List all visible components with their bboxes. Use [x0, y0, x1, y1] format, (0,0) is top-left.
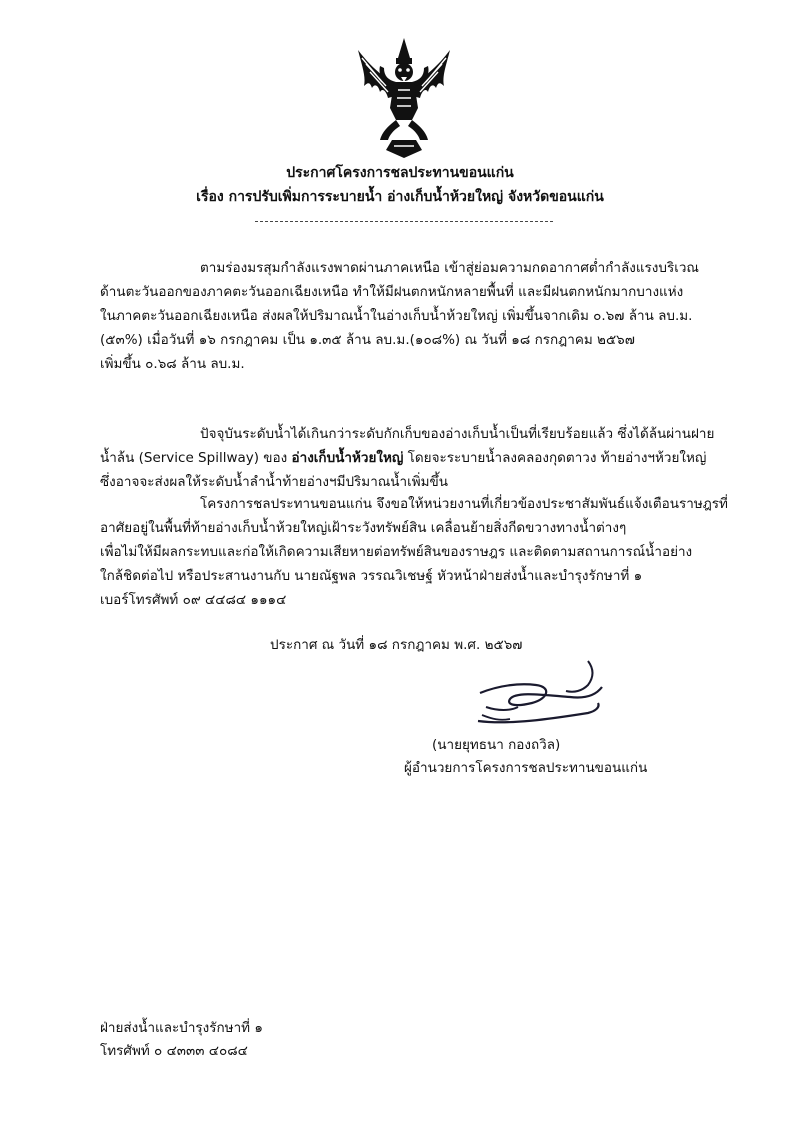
reservoir-name-emphasis: อ่างเก็บน้ำห้วยใหญ่ — [291, 450, 404, 466]
garuda-emblem-icon — [352, 36, 456, 160]
paragraph-line: เพิ่มขึ้น ๐.๖๘ ล้าน ลบ.ม. — [100, 356, 245, 372]
paragraph-line: เพื่อไม่ให้มีผลกระทบและก่อให้เกิดความเสียหายต่อทรัพย์สินของราษฎร และติดตามสถานการณ์น้ำอย่าง — [100, 544, 693, 560]
paragraph-line: (๕๓%) เมื่อวันที่ ๑๖ กรกฎาคม เป็น ๑.๓๕ ล้าน ลบ.ม.(๑๐๘%) ณ วันที่ ๑๘ กรกฎาคม ๒๕๖๗ — [100, 332, 635, 348]
signer-name: (นายยุทธนา กองถวิล) — [432, 737, 561, 753]
footer-phone: โทรศัพท์ ๐ ๔๓๓๓ ๔๐๘๔ — [100, 1043, 248, 1059]
paragraph-line: ซึ่งอาจจะส่งผลให้ระดับน้ำลำน้ำท้ายอ่างฯมีปริมาณน้ำเพิ่มขึ้น — [100, 474, 448, 490]
document-title: ประกาศโครงการชลประทานขอนแก่น — [286, 165, 514, 181]
paragraph-line: อาศัยอยู่ในพื้นที่ท้ายอ่างเก็บน้ำห้วยใหญ่เฝ้าระวังทรัพย์สิน เคลื่อนย้ายสิ่งกีดขวางทางน้ำต่างๆ — [100, 520, 627, 536]
paragraph-line: ใกล้ชิดต่อไป หรือประสานงานกับ นายณัฐพล วรรณวิเชษฐ์ หัวหน้าฝ่ายส่งน้ำและบำรุงรักษาที่ ๑ — [100, 568, 643, 584]
title-divider — [255, 221, 553, 222]
paragraph-line: ปัจจุบันระดับน้ำได้เกินกว่าระดับกักเก็บของอ่างเก็บน้ำเป็นที่เรียบร้อยแล้ว ซึ่งได้ล้นผ่านฝาย — [200, 426, 715, 442]
body-paragraph-3 — [100, 492, 740, 612]
announcement-date: ประกาศ ณ วันที่ ๑๘ กรกฎาคม พ.ศ. ๒๕๖๗ — [270, 637, 523, 653]
paragraph-text: โดยจะระบายน้ำลงคลองกุดตาวง ท้ายอ่างฯห้วยใหญ่ — [403, 450, 707, 466]
paragraph-line — [100, 446, 740, 470]
document-subject: เรื่อง การปรับเพิ่มการระบายน้ำ อ่างเก็บน้ำห้วยใหญ่ จังหวัดขอนแก่น — [196, 189, 604, 205]
paragraph-line: ด้านตะวันออกของภาคตะวันออกเฉียงเหนือ ทำให้มีฝนตกหนักหลายพื้นที่ และมีฝนตกหนักมากบางแห่ง — [100, 284, 684, 300]
footer-department: ฝ่ายส่งน้ำและบำรุงรักษาที่ ๑ — [100, 1020, 263, 1036]
handwritten-signature — [470, 655, 610, 735]
body-paragraph-2 — [100, 422, 740, 494]
paragraph-line: โครงการชลประทานขอนแก่น จึงขอให้หน่วยงานที่เกี่ยวข้องประชาสัมพันธ์แจ้งเตือนราษฎรที่ — [200, 496, 728, 512]
paragraph-line: เบอร์โทรศัพท์ ๐๙ ๔๔๘๔ ๑๑๑๔ — [100, 592, 287, 608]
body-paragraph-1 — [100, 256, 740, 376]
paragraph-text: น้ำล้น (Service Spillway) ของ — [100, 450, 292, 466]
paragraph-line: ในภาคตะวันออกเฉียงเหนือ ส่งผลให้ปริมาณน้ำในอ่างเก็บน้ำห้วยใหญ่ เพิ่มขึ้นจากเดิม ๐.๖๗ ล้าน ลบ.ม. — [100, 308, 693, 324]
paragraph-line: ตามร่องมรสุมกำลังแรงพาดผ่านภาคเหนือ เข้าสู่ย่อมความกดอากาศต่ำกำลังแรงบริเวณ — [200, 260, 699, 276]
signer-position: ผู้อำนวยการโครงการชลประทานขอนแก่น — [404, 760, 648, 776]
